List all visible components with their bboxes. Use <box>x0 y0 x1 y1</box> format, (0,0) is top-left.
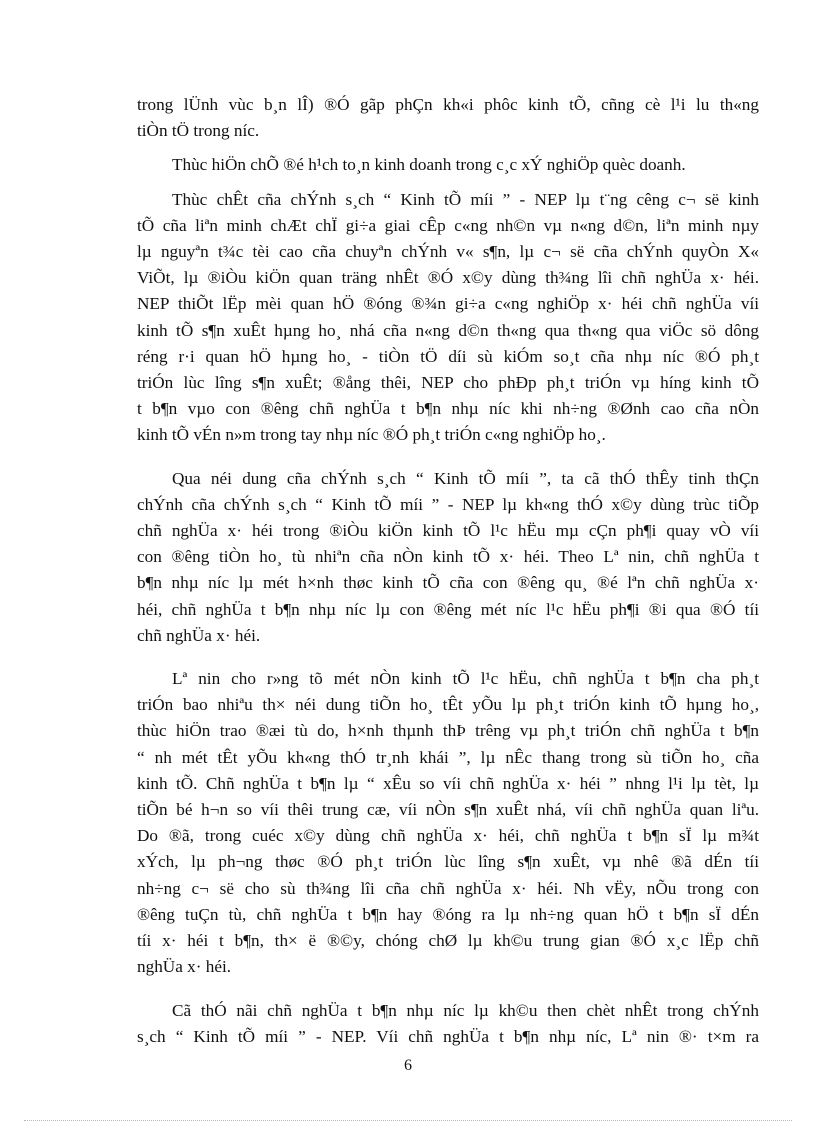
text-line: xÝch, lµ ph¬ng thøc ®Ó ph¸t triÓn lùc lîng s¶n xuÊt, vµ nhê ®ã dÉn tíi <box>137 852 759 872</box>
paragraph-6 <box>137 998 759 1050</box>
text-line: trong lÜnh vùc b¸n lÎ) ®Ó gãp phÇn kh«i phôc kinh tÕ, cñng cè l¹i lu th«ng <box>137 95 759 114</box>
text-line: tiÒn tÖ trong níc. <box>137 121 260 141</box>
text-line: nghÜa x· héi. <box>137 957 232 977</box>
text-line: b¶n nhµ níc lµ mét h×nh thøc kinh tÕ cña con ®êng qu¸ ®é lªn chñ nghÜa x· <box>137 573 759 593</box>
text-line: triÓn lùc lîng s¶n xuÊt; ®ång thêi, NEP cho phÐp ph¸t triÓn vµ híng kinh tÕ <box>137 373 759 393</box>
text-line: Qua néi dung cña chÝnh s¸ch “ Kinh tÕ míi ”, ta cã thÓ thÊy tinh thÇn <box>172 468 759 488</box>
text-line: triÓn bao nhiªu th× néi dung tiÕn ho¸ tÊt yÕu lµ ph¸t triÓn kinh tÕ hµng ho¸, <box>137 695 759 715</box>
text-line: réng r·i quan hÖ hµng ho¸ - tiÒn tÖ díi sù kiÓm so¸t cña nhµ níc ®Ó ph¸t <box>137 346 759 366</box>
text-line: kinh tÕ s¶n xuÊt hµng ho¸ nhá cña n«ng d©n th«ng qua th«ng qua viÖc sö dông <box>137 320 759 340</box>
paragraph-3 <box>137 187 759 449</box>
text-line: “ nh mét tÊt yÕu kh«ng thÓ tr¸nh khái ”, lµ nÊc thang trong sù tiÕn ho¸ cña <box>137 747 759 767</box>
text-line: NEP thiÕt lËp mèi quan hÖ ®óng ®¾n gi÷a c«ng nghiÖp x· héi chñ nghÜa víi <box>137 294 759 314</box>
page-bottom-divider <box>24 1120 792 1121</box>
text-line: chñ nghÜa x· héi trong ®iÒu kiÖn kinh tÕ l¹c hËu mµ cÇn ph¶i quay vÒ víi <box>137 521 759 541</box>
document-body <box>137 92 759 1067</box>
text-line: thùc hiÖn trao ®æi tù do, h×nh thµnh thÞ trêng vµ ph¸t triÓn chñ nghÜa t b¶n <box>137 721 759 741</box>
text-line: nh÷ng c¬ së cho sù th¾ng lîi cña chñ nghÜa x· héi. Nh vËy, nÕu trong con <box>137 878 759 898</box>
text-line: ®êng tuÇn tù, chñ nghÜa t b¶n hay ®óng ra lµ nh÷ng quan hÖ t b¶n sÏ dÉn <box>137 904 759 924</box>
text-line: ViÕt, lµ ®iÒu kiÖn quan träng nhÊt ®Ó x©y dùng th¾ng lîi chñ nghÜa x· héi. <box>137 268 759 288</box>
text-line: s¸ch “ Kinh tÕ míi ” - NEP. Víi chñ nghÜa t b¶n nhµ níc, Lª nin ®· t×m ra <box>137 1026 759 1046</box>
text-line: kinh tÕ. Chñ nghÜa t b¶n lµ “ xÊu so víi chñ nghÜa x· héi ” nhng l¹i lµ tèt, lµ <box>137 773 759 793</box>
text-line: chÝnh cña chÝnh s¸ch “ Kinh tÕ míi ” - NEP lµ kh«ng thÓ x©y dùng trùc tiÕp <box>137 494 759 514</box>
text-line: Thùc chÊt cña chÝnh s¸ch “ Kinh tÕ míi ” - NEP lµ t¨ng cêng c¬ së kinh <box>172 189 759 209</box>
text-line: chñ nghÜa x· héi. <box>137 625 261 645</box>
text-line: con ®êng tiÒn ho¸ tù nhiªn cña nÒn kinh tÕ x· héi. Theo Lª nin, chñ nghÜa t <box>137 547 759 567</box>
text-line: t b¶n vµo con ®êng chñ nghÜa t b¶n nhµ níc khi nh÷ng ®Ønh cao cña nÒn <box>137 399 759 419</box>
paragraph-2 <box>137 152 759 178</box>
paragraph-5 <box>137 666 759 980</box>
text-line: Do ®ã, trong cuéc x©y dùng chñ nghÜa x· héi, chñ nghÜa t b¶n sÏ lµ m¾t <box>137 826 759 846</box>
text-line: Cã thÓ nãi chñ nghÜa t b¶n nhµ níc lµ kh©u then chèt nhÊt trong chÝnh <box>172 1000 759 1020</box>
text-line: tíi x· héi t b¶n, th× ë ®©y, chóng chØ lµ kh©u trung gian ®Ó x¸c lËp chñ <box>137 931 759 951</box>
text-line: Lª nin cho r»ng tõ mét nÒn kinh tÕ l¹c hËu, chñ nghÜa t b¶n cha ph¸t <box>172 669 759 689</box>
page-number: 6 <box>404 1057 412 1074</box>
text-line: Thùc hiÖn chÕ ®é h¹ch to¸n kinh doanh trong c¸c xÝ nghiÖp quèc doanh. <box>172 155 686 175</box>
text-line: tiÕn bé h¬n so víi thêi trung cæ, víi nÒn s¶n xuÊt nhá, víi chñ nghÜa quan liªu. <box>137 800 759 820</box>
text-line: kinh tÕ vÉn n»m trong tay nhµ níc ®Ó ph¸t triÓn c«ng nghiÖp ho¸. <box>137 425 606 445</box>
paragraph-4 <box>137 466 759 649</box>
text-line: héi, chñ nghÜa t b¶n nhµ níc lµ con ®êng mét níc l¹c hËu ph¶i ®i qua ®Ó tíi <box>137 599 759 619</box>
text-line: tÕ cña liªn minh chÆt chÏ gi÷a giai cÊp c«ng nh©n vµ n«ng d©n, liªn minh nµy <box>137 215 759 235</box>
text-line: lµ nguyªn t¾c tèi cao cña chuyªn chÝnh v« s¶n, lµ c¬ së cña chÝnh quyÒn X« <box>137 242 759 262</box>
paragraph-1 <box>137 92 759 144</box>
